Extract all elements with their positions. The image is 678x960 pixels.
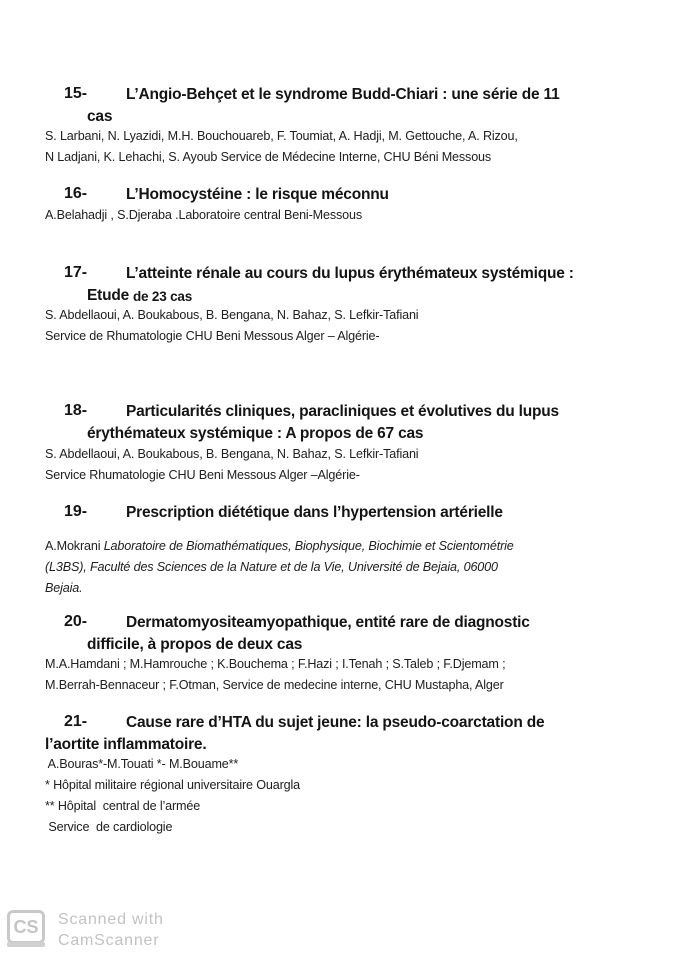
entry-authors-line	[45, 539, 514, 553]
entry-affiliation: M.Berrah-Bennaceur ; F.Otman, Service de medecine interne, CHU Mustapha, Alger	[45, 678, 504, 692]
entry-title-cont: érythémateux systémique : A propos de 67 cas	[87, 425, 424, 442]
entry-title-cont: cas	[87, 108, 113, 125]
watermark-line-2: CamScanner	[58, 932, 160, 949]
entry-affiliation-3: Service de cardiologie	[45, 820, 173, 834]
entry-number: 18-	[64, 402, 88, 419]
entry-affiliation: Laboratoire de Biomathématiques, Biophysique, Biochimie et Scientométrie	[103, 539, 514, 553]
entry-number: 15-	[64, 85, 88, 102]
entry-authors: S. Abdellaoui, A. Boukabous, B. Bengana, N. Bahaz, S. Lefkir-Tafiani	[45, 308, 419, 322]
entry-title-cont-small: de 23 cas	[133, 289, 192, 304]
entry-affiliation: N Ladjani, K. Lehachi, S. Ayoub Service de Médecine Interne, CHU Béni Messous	[45, 150, 492, 164]
entry-title: L’Angio-Behçet et le syndrome Budd-Chiari : une série de 11	[126, 86, 560, 103]
entry-authors: M.A.Hamdani ; M.Hamrouche ; K.Bouchema ; F.Hazi ; I.Tenah ; S.Taleb ; F.Djemam ;	[45, 657, 506, 671]
entry-authors: A.Belahadji , S.Djeraba .Laboratoire central Beni-Messous	[45, 208, 362, 222]
entry-affiliation-1: * Hôpital militaire régional universitaire Ouargla	[45, 778, 300, 792]
entry-affiliation-2: ** Hôpital central de l’armée	[45, 799, 201, 813]
entry-title-cont: difficile, à propos de deux cas	[87, 636, 303, 653]
entry-title-cont: l’aortite inflammatoire.	[45, 736, 207, 753]
entry-number: 16-	[64, 185, 88, 202]
entry-title: Cause rare d’HTA du sujet jeune: la pseudo-coarctation de	[126, 714, 545, 731]
watermark-line-1: Scanned with	[58, 911, 164, 928]
camscanner-logo-icon: CS	[7, 910, 45, 944]
entry-title: L’Homocystéine : le risque méconnu	[126, 186, 389, 203]
entry-title-cont: Etude	[87, 287, 130, 304]
entry-number: 17-	[64, 264, 88, 281]
entry-affiliation: Service Rhumatologie CHU Beni Messous Alger –Algérie-	[45, 468, 360, 482]
entry-title: Particularités cliniques, paracliniques et évolutives du lupus	[126, 403, 559, 420]
entry-authors: S. Abdellaoui, A. Boukabous, B. Bengana, N. Bahaz, S. Lefkir-Tafiani	[45, 447, 419, 461]
entry-affiliation-cont: (L3BS), Faculté des Sciences de la Nature et de la Vie, Université de Bejaia, 06000	[45, 560, 498, 574]
entry-title: Prescription diététique dans l’hypertension artérielle	[126, 504, 503, 521]
entry-title: L’atteinte rénale au cours du lupus érythémateux systémique :	[126, 265, 574, 282]
entry-affiliation-cont: Bejaia.	[45, 581, 83, 595]
entry-number: 20-	[64, 613, 88, 630]
entry-title: Dermatomyositeamyopathique, entité rare de diagnostic	[126, 614, 530, 631]
entry-authors: A.Bouras*-M.Touati *- M.Bouame**	[45, 757, 239, 771]
entry-authors: S. Larbani, N. Lyazidi, M.H. Bouchouareb, F. Toumiat, A. Hadji, M. Gettouche, A. Rizou,	[45, 129, 518, 143]
entry-affiliation: Service de Rhumatologie CHU Beni Messous Alger – Algérie-	[45, 329, 380, 343]
entry-number: 19-	[64, 503, 88, 520]
entry-number: 21-	[64, 713, 88, 730]
entry-author: A.Mokrani	[45, 539, 101, 553]
